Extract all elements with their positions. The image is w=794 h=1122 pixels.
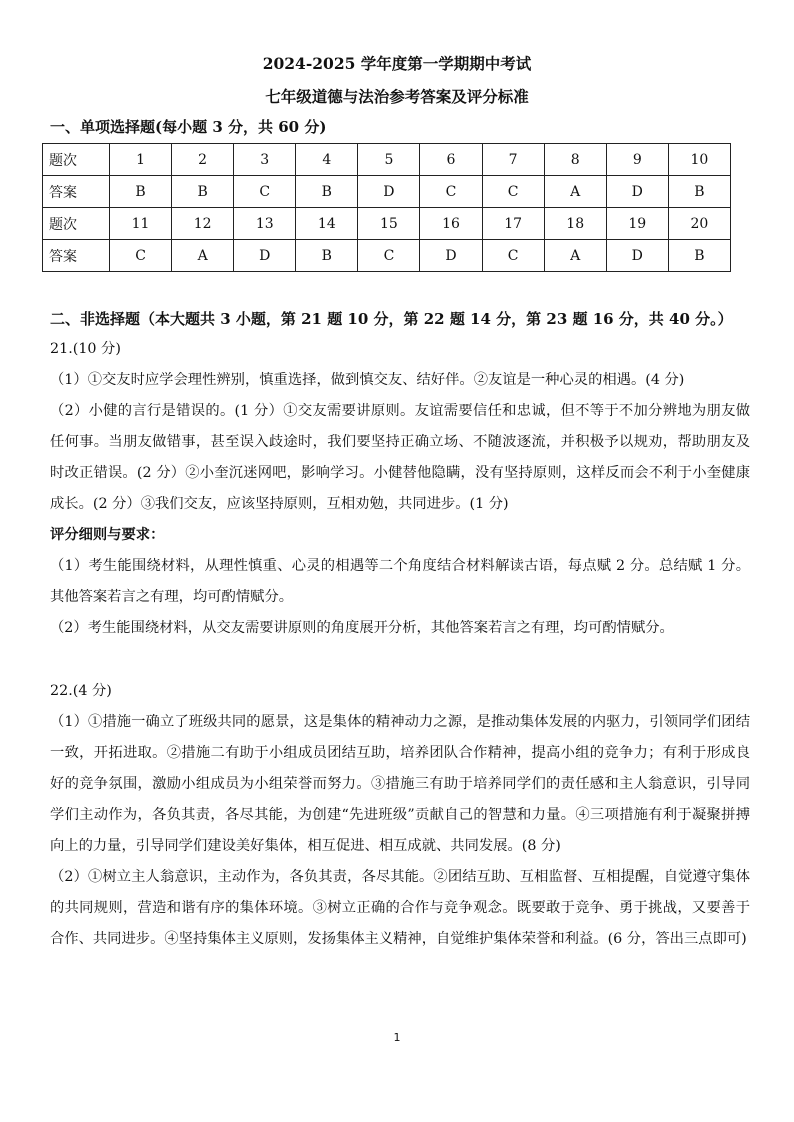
answer-table-cell: C [110, 240, 172, 272]
answer-table-cell: B [668, 176, 730, 208]
answer-table-cell: C [482, 240, 544, 272]
answer-table-cell: 6 [420, 144, 482, 176]
answer-table-cell: A [544, 176, 606, 208]
answer-table-cell: 4 [296, 144, 358, 176]
answer-table-cell: 18 [544, 208, 606, 240]
answer-table-cell: 3 [234, 144, 296, 176]
section1-heading [50, 117, 326, 137]
q22-part1: （1）①措施一确立了班级共同的愿景，这是集体的精神动力之源，是推动集体发展的内驱力，引领同学们团结一致，开拓进取。②措施二有助于小组成员团结互助，培养团队合作精神，提高小组的竞争力；有利于形成良好的竞争氛围，激励小组成员为小组荣誉而努力。③措施三有助于培养同学们的责任感和主人翁意识，引导同学们主动作为，各负其责，各尽其能，为创建“先进班级”贡献自己的智慧和力量。④三项措施有利于凝聚拼搏向上的力量，引导同学们建设美好集体，相互促进、相互成就、共同发展。(8 分) [50, 714, 750, 854]
answer-table-cell: 10 [668, 144, 730, 176]
q21-grading-heading: 评分细则与要求： [50, 527, 165, 543]
question-21 [50, 334, 750, 644]
answer-table-cell: D [358, 176, 420, 208]
answer-table-cell: C [234, 176, 296, 208]
answer-table-cell: 17 [482, 208, 544, 240]
answer-table-cell: 20 [668, 208, 730, 240]
answer-table-cell: 11 [110, 208, 172, 240]
answer-table-cell: 12 [172, 208, 234, 240]
answer-table-cell: B [296, 176, 358, 208]
page-number: 1 [393, 1031, 401, 1044]
answer-table-cell: 19 [606, 208, 668, 240]
answer-table-row-header: 答案 [43, 240, 110, 272]
question-22 [50, 676, 750, 955]
answer-table-cell: 9 [606, 144, 668, 176]
section1-heading-text: 一、单项选择题 [50, 118, 156, 136]
answer-table-row-header: 题次 [43, 208, 110, 240]
answer-table-cell: B [296, 240, 358, 272]
answer-table-row [43, 176, 731, 208]
answer-table [42, 143, 731, 272]
answer-table-cell: 2 [172, 144, 234, 176]
answer-table-cell: 7 [482, 144, 544, 176]
section2-heading: 二、非选择题（本大题共 3 小题，第 21 题 10 分，第 22 题 14 分，第 23 题 16 分，共 40 分。） [50, 310, 733, 328]
answer-table-cell: D [606, 176, 668, 208]
q21-part1: （1）①交友时应学会理性辨别，慎重选择，做到慎交友、结好伴。②友谊是一种心灵的相遇。(4 分) [50, 372, 685, 388]
answer-table-cell: D [420, 240, 482, 272]
q22-part2: （2）①树立主人翁意识，主动作为，各负其责，各尽其能。②团结互助、互相监督、互相提醒，自觉遵守集体的共同规则，营造和谐有序的集体环境。③树立正确的合作与竞争观念。既要敢于竞争、勇于挑战，又要善于合作、共同进步。④坚持集体主义原则，发扬集体主义精神，自觉维护集体荣誉和利益。(6 分，答出三点即可) [50, 869, 750, 947]
q21-label: 21.(10 分) [50, 341, 121, 357]
answer-table-cell: B [110, 176, 172, 208]
answer-table-row-header: 答案 [43, 176, 110, 208]
answer-table-cell: 16 [420, 208, 482, 240]
answer-table-cell: 8 [544, 144, 606, 176]
answer-table-cell: C [482, 176, 544, 208]
q21-grading-1: （1）考生能围绕材料，从理性慎重、心灵的相遇等二个角度结合材料解读古语，每点赋 2 分。总结赋 1 分。其他答案若言之有理，均可酌情赋分。 [50, 558, 750, 605]
answer-table-cell: B [668, 240, 730, 272]
answer-table-cell: D [606, 240, 668, 272]
page-subtitle: 七年级道德与法治参考答案及评分标准 [265, 87, 529, 106]
page-title: 2024-2025 学年度第一学期期中考试 [262, 54, 532, 73]
answer-table-row [43, 240, 731, 272]
answer-table-row [43, 144, 731, 176]
answer-table-cell: 1 [110, 144, 172, 176]
answer-table-row [43, 208, 731, 240]
answer-table-row-header: 题次 [43, 144, 110, 176]
answer-table-cell: 13 [234, 208, 296, 240]
answer-table-cell: 14 [296, 208, 358, 240]
answer-table-cell: 5 [358, 144, 420, 176]
section1-heading-note: (每小题 3 分，共 60 分) [155, 118, 327, 136]
answer-table-cell: A [172, 240, 234, 272]
q22-label: 22.(4 分) [50, 683, 112, 699]
answer-table-cell: C [420, 176, 482, 208]
answer-table-cell: B [172, 176, 234, 208]
q21-part2: （2）小健的言行是错误的。(1 分）①交友需要讲原则。友谊需要信任和忠诚，但不等于不加分辨地为朋友做任何事。当朋友做错事，甚至误入歧途时，我们要坚持正确立场、不随波逐流，并积极予以规劝，帮助朋友及时改正错误。(2 分）②小奎沉迷网吧，影响学习。小健替他隐瞒，没有坚持原则，这样反而会不利于小奎健康成长。(2 分）③我们交友，应该坚持原则，互相劝勉，共同进步。(1 分) [50, 403, 750, 512]
answer-table-cell: C [358, 240, 420, 272]
answer-table-cell: D [234, 240, 296, 272]
answer-table-cell: A [544, 240, 606, 272]
answer-table-cell: 15 [358, 208, 420, 240]
q21-grading-2: （2）考生能围绕材料，从交友需要讲原则的角度展开分析，其他答案若言之有理，均可酌情赋分。 [50, 620, 674, 636]
